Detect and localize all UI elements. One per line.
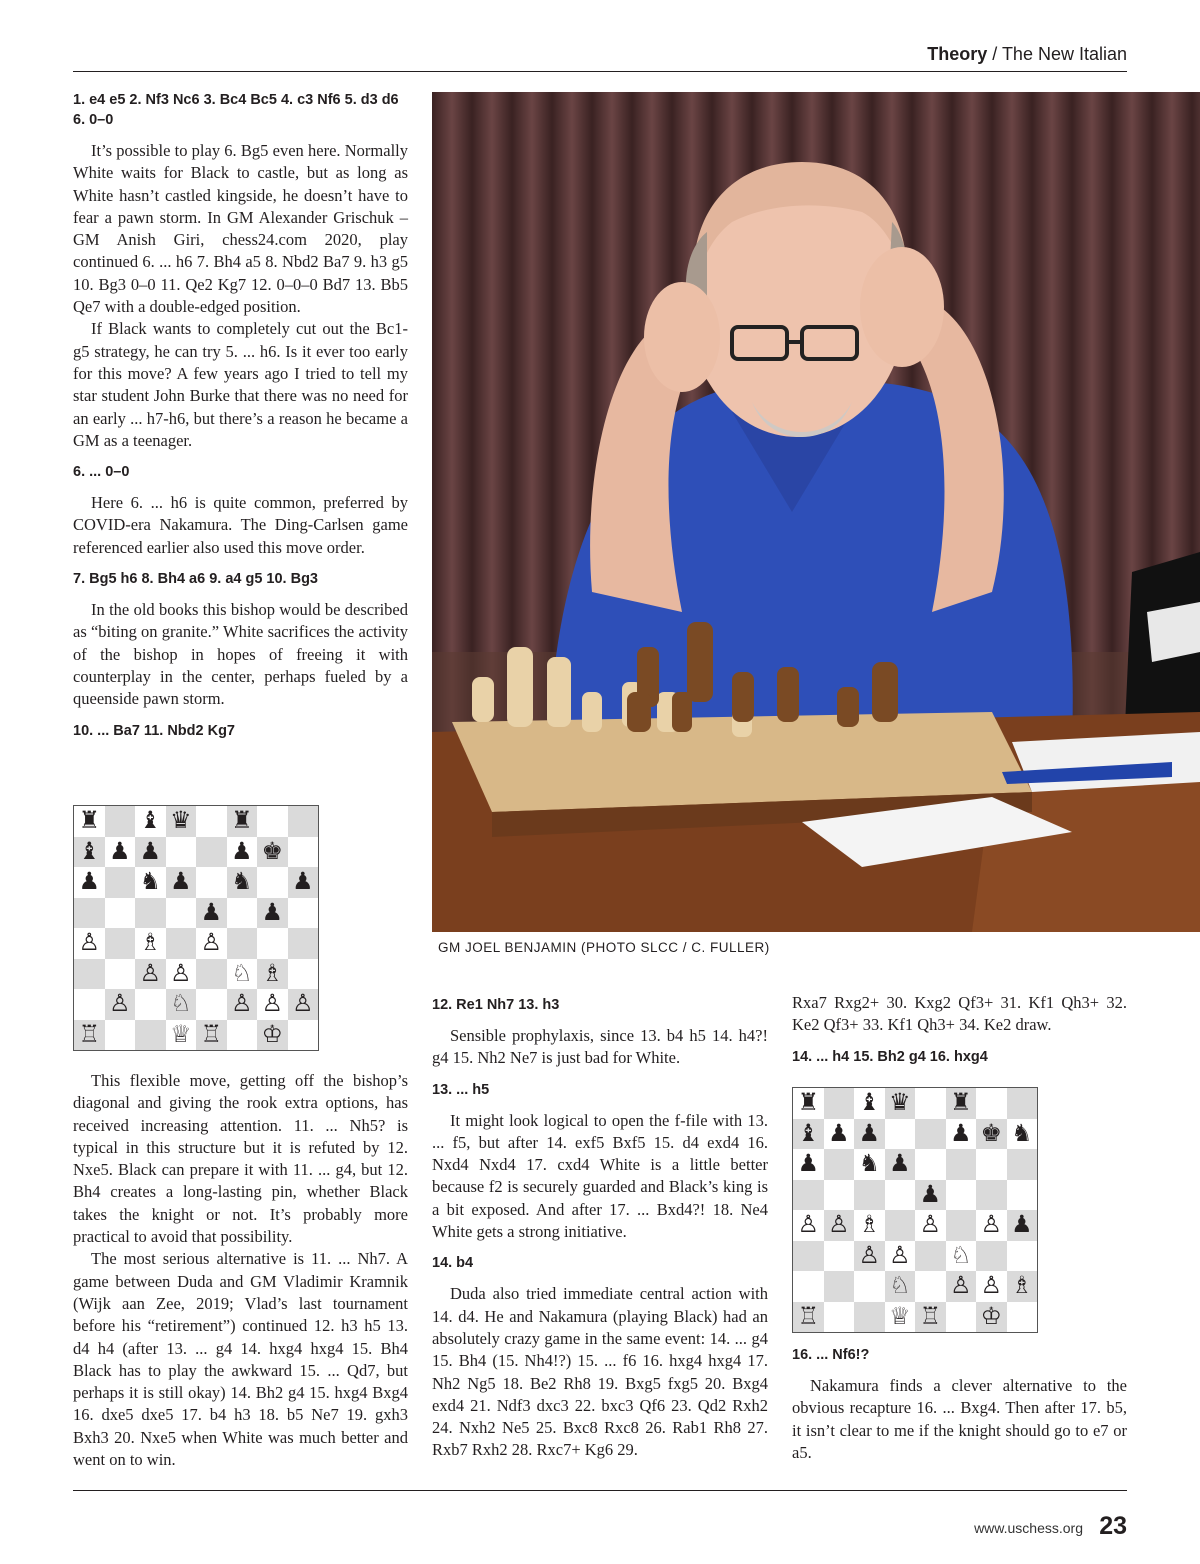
body-paragraph: In the old books this bishop would be described as “biting on granite.” White sacrifices the activity of the bishop in hopes of freeing it with counterplay in the center, perhaps fueled by a queenside pawn storm. xyxy=(73,600,408,709)
running-header xyxy=(927,44,1127,65)
board-square xyxy=(135,806,166,837)
right-column-continued xyxy=(792,1345,1127,1464)
black-king-icon: ♚ xyxy=(261,836,283,865)
board-square xyxy=(1007,1180,1038,1211)
white-pawn-icon: ♙ xyxy=(200,928,222,957)
white-pawn-icon: ♙ xyxy=(78,928,100,957)
white-pawn-icon: ♙ xyxy=(109,989,131,1018)
board-square xyxy=(227,837,258,868)
black-pawn-icon: ♟ xyxy=(261,897,283,926)
board-square xyxy=(885,1119,916,1150)
board-square xyxy=(135,837,166,868)
board-square xyxy=(257,837,288,868)
board-square xyxy=(105,837,136,868)
board-square xyxy=(824,1180,855,1211)
white-bishop-icon: ♗ xyxy=(139,928,161,957)
header-separator: / xyxy=(987,44,1002,64)
board-square xyxy=(793,1241,824,1272)
body-paragraph: It’s possible to play 6. Bg5 even here. Normally White waits for Black to castle, but as long as White hasn’t castled kingside, he doesn’t have to fear a pawn storm. In GM Alexander Grischuk – GM Anish Giri, chess24.com 2020, play continued 6. ... h6 7. Bh4 a5 8. Nbd2 Ba7 9. h3 g5 10. Bg3 0–0 11. Qe2 Kg7 12. 0–0–0 Bd7 13. Bb5 Qe7 with a double-edged position. xyxy=(73,141,408,317)
board-square xyxy=(885,1149,916,1180)
black-king-icon: ♚ xyxy=(980,1118,1002,1147)
white-queen-icon: ♕ xyxy=(170,1019,192,1048)
black-pawn-icon: ♟ xyxy=(858,1118,880,1147)
chess-diagram-1 xyxy=(73,805,319,1051)
board-square xyxy=(1007,1241,1038,1272)
black-rook-icon: ♜ xyxy=(78,806,100,835)
board-square xyxy=(824,1241,855,1272)
move-heading: 13. ... h5 xyxy=(432,1081,490,1098)
board-square xyxy=(105,898,136,929)
board-square xyxy=(227,867,258,898)
white-rook-icon: ♖ xyxy=(919,1301,941,1330)
black-pawn-icon: ♟ xyxy=(889,1149,911,1178)
black-queen-icon: ♛ xyxy=(170,806,192,835)
board-square xyxy=(854,1149,885,1180)
board-square xyxy=(1007,1302,1038,1333)
chess-diagram-2 xyxy=(792,1087,1038,1333)
page-number: 23 xyxy=(1099,1512,1127,1540)
board-square xyxy=(257,989,288,1020)
board-square xyxy=(288,867,319,898)
white-knight-icon: ♘ xyxy=(950,1240,972,1269)
footer-url: www.uschess.org xyxy=(974,1520,1083,1536)
header-rule xyxy=(73,71,1127,72)
board-square xyxy=(105,959,136,990)
board-square xyxy=(946,1149,977,1180)
white-king-icon: ♔ xyxy=(980,1301,1002,1330)
body-paragraph: It might look logical to open the f-file with 13. ... f5, but after 14. exf5 Bxf5 15. d4 exd4 16. Nxd4 Nxd4 17. cxd4 White is a little better because f2 is securely guarded and Black’s king is a bit exposed. And after 17. ... Bxd4?! 18. Ne4 White gets a strong initiative. xyxy=(432,1110,768,1242)
board-square xyxy=(166,928,197,959)
white-knight-icon: ♘ xyxy=(170,989,192,1018)
board-square xyxy=(166,867,197,898)
board-square xyxy=(976,1241,1007,1272)
middle-column xyxy=(432,995,768,1462)
board-square xyxy=(976,1302,1007,1333)
board-square xyxy=(166,837,197,868)
board-square xyxy=(885,1302,916,1333)
black-knight-icon: ♞ xyxy=(1011,1118,1033,1147)
left-column-continued xyxy=(73,1070,408,1471)
board-square xyxy=(1007,1210,1038,1241)
board-square xyxy=(135,867,166,898)
white-pawn-icon: ♙ xyxy=(858,1240,880,1269)
board-square xyxy=(976,1271,1007,1302)
board-square xyxy=(105,989,136,1020)
black-knight-icon: ♞ xyxy=(139,867,161,896)
body-paragraph: Rxa7 Rxg2+ 30. Kxg2 Qf3+ 31. Kf1 Qh3+ 32. Ke2 Qf3+ 33. Kf1 Qh3+ 34. Ke2 draw. xyxy=(792,993,1127,1035)
board-square xyxy=(793,1210,824,1241)
black-pawn-icon: ♟ xyxy=(1011,1210,1033,1239)
black-knight-icon: ♞ xyxy=(858,1149,880,1178)
white-pawn-icon: ♙ xyxy=(797,1210,819,1239)
white-rook-icon: ♖ xyxy=(78,1019,100,1048)
board-square xyxy=(1007,1271,1038,1302)
board-square xyxy=(885,1210,916,1241)
black-pawn-icon: ♟ xyxy=(950,1118,972,1147)
board-square xyxy=(135,928,166,959)
board-square xyxy=(915,1210,946,1241)
white-pawn-icon: ♙ xyxy=(828,1210,850,1239)
board-square xyxy=(885,1180,916,1211)
move-heading: 6. ... 0–0 xyxy=(73,464,130,481)
black-pawn-icon: ♟ xyxy=(109,836,131,865)
board-square xyxy=(824,1149,855,1180)
black-pawn-icon: ♟ xyxy=(170,867,192,896)
board-square xyxy=(824,1119,855,1150)
black-pawn-icon: ♟ xyxy=(828,1118,850,1147)
move-heading: 7. Bg5 h6 8. Bh4 a6 9. a4 g5 10. Bg3 xyxy=(73,571,318,588)
white-bishop-icon: ♗ xyxy=(858,1210,880,1239)
board-square xyxy=(227,1020,258,1051)
body-paragraph: Sensible prophylaxis, since 13. b4 h5 14. h4?! g4 15. Nh2 Ne7 is just bad for White. xyxy=(432,1026,768,1068)
board-square xyxy=(824,1302,855,1333)
board-square xyxy=(824,1210,855,1241)
body-paragraph: Duda also tried immediate central action with 14. d4. He and Nakamura (playing Black) had an absolutely crazy game in the same event: 14. ... g4 15. Bh4 (15. Nh4!?) 15. ... f6 16. hxg4 hxg4 17. Nh2 Ng5 18. Be2 Rh8 19. Bxg5 fxg5 20. Bxg4 exd4 21. Ndf3 dxc3 22. bxc3 Qf6 23. Qd2 Rxh2 24. Nxh2 Ne5 25. Bxc8 Rxc8 26. Rab1 Rh8 27. Rxb7 Rxh2 28. Rxc7+ Kg6 29. xyxy=(432,1284,768,1460)
board-square xyxy=(946,1088,977,1119)
board-square xyxy=(854,1119,885,1150)
board-square xyxy=(793,1088,824,1119)
board-square xyxy=(196,867,227,898)
photo-illustration xyxy=(432,92,1200,932)
board-square xyxy=(257,959,288,990)
board-square xyxy=(854,1241,885,1272)
board-square xyxy=(257,806,288,837)
board-square xyxy=(1007,1088,1038,1119)
white-pawn-icon: ♙ xyxy=(980,1271,1002,1300)
board-square xyxy=(854,1302,885,1333)
board-square xyxy=(166,806,197,837)
board-square xyxy=(885,1271,916,1302)
black-pawn-icon: ♟ xyxy=(231,836,253,865)
board-square xyxy=(946,1210,977,1241)
board-square xyxy=(196,989,227,1020)
black-bishop-icon: ♝ xyxy=(78,836,100,865)
body-paragraph: Here 6. ... h6 is quite common, preferred by COVID-era Nakamura. The Ding-Carlsen game referenced earlier also used this move order. xyxy=(73,493,408,557)
move-heading: 14. ... h4 15. Bh2 g4 16. hxg4 xyxy=(792,1048,988,1065)
board-square xyxy=(257,1020,288,1051)
footer-rule xyxy=(73,1490,1127,1491)
black-bishop-icon: ♝ xyxy=(797,1118,819,1147)
board-square xyxy=(976,1149,1007,1180)
board-square xyxy=(135,1020,166,1051)
board-square xyxy=(74,959,105,990)
board-square xyxy=(74,928,105,959)
board-square xyxy=(135,959,166,990)
photo-joel-benjamin xyxy=(432,92,1200,932)
board-square xyxy=(227,806,258,837)
move-heading: 14. b4 xyxy=(432,1255,474,1272)
black-pawn-icon: ♟ xyxy=(292,867,314,896)
board-square xyxy=(166,989,197,1020)
move-heading: 10. ... Ba7 11. Nbd2 Kg7 xyxy=(73,722,235,739)
board-square xyxy=(793,1149,824,1180)
board-square xyxy=(166,898,197,929)
black-pawn-icon: ♟ xyxy=(797,1149,819,1178)
board-square xyxy=(288,898,319,929)
board-square xyxy=(976,1210,1007,1241)
board-square xyxy=(166,959,197,990)
body-paragraph: Nakamura finds a clever alternative to the obvious recapture 16. ... Bxg4. Then after 17. b5, it isn’t clear to me if the knight should go to e7 or a5. xyxy=(792,1376,1127,1462)
move-heading: 16. ... Nf6!? xyxy=(792,1347,870,1363)
board-square xyxy=(793,1119,824,1150)
board-square xyxy=(135,898,166,929)
move-heading: 1. e4 e5 2. Nf3 Nc6 3. Bc4 Bc5 4. c3 Nf6 5. d3 d6 6. 0–0 xyxy=(73,92,399,128)
board-square xyxy=(74,867,105,898)
black-pawn-icon: ♟ xyxy=(919,1179,941,1208)
board-square xyxy=(824,1088,855,1119)
board-square xyxy=(257,928,288,959)
black-rook-icon: ♜ xyxy=(231,806,253,835)
white-king-icon: ♔ xyxy=(261,1019,283,1048)
white-pawn-icon: ♙ xyxy=(950,1271,972,1300)
white-knight-icon: ♘ xyxy=(889,1271,911,1300)
board-square xyxy=(196,928,227,959)
white-pawn-icon: ♙ xyxy=(170,958,192,987)
board-square xyxy=(74,898,105,929)
black-rook-icon: ♜ xyxy=(950,1088,972,1117)
body-paragraph: This flexible move, getting off the bishop’s diagonal and giving the rook extra options, has received increasing attention. 11. ... Nh5? is typical in this structure but it is refuted by 12. Nxe5. Black can prepare it with 11. ... g4, but 12. Bh4 creates a long-lasting pin, whether Black takes the knight or not. It’s probably more practical to avoid that possibility. xyxy=(73,1071,408,1247)
board-square xyxy=(74,989,105,1020)
board-square xyxy=(854,1180,885,1211)
board-square xyxy=(196,837,227,868)
board-square xyxy=(135,989,166,1020)
board-square xyxy=(824,1271,855,1302)
board-square xyxy=(105,1020,136,1051)
board-square xyxy=(227,928,258,959)
board-square xyxy=(885,1088,916,1119)
right-column xyxy=(792,992,1127,1077)
board-square xyxy=(288,837,319,868)
board-square xyxy=(915,1088,946,1119)
black-pawn-icon: ♟ xyxy=(200,897,222,926)
black-rook-icon: ♜ xyxy=(797,1088,819,1117)
board-square xyxy=(257,898,288,929)
board-square xyxy=(793,1271,824,1302)
white-pawn-icon: ♙ xyxy=(919,1210,941,1239)
board-square xyxy=(166,1020,197,1051)
black-pawn-icon: ♟ xyxy=(139,836,161,865)
board-square xyxy=(915,1241,946,1272)
board-square xyxy=(74,1020,105,1051)
board-square xyxy=(946,1271,977,1302)
board-square xyxy=(946,1241,977,1272)
board-square xyxy=(915,1119,946,1150)
move-heading: 12. Re1 Nh7 13. h3 xyxy=(432,997,560,1013)
board-square xyxy=(74,806,105,837)
black-bishop-icon: ♝ xyxy=(858,1088,880,1117)
board-square xyxy=(946,1180,977,1211)
black-pawn-icon: ♟ xyxy=(78,867,100,896)
board-square xyxy=(105,867,136,898)
white-bishop-icon: ♗ xyxy=(1011,1271,1033,1300)
white-pawn-icon: ♙ xyxy=(292,989,314,1018)
board-square xyxy=(105,806,136,837)
board-square xyxy=(854,1088,885,1119)
board-square xyxy=(288,806,319,837)
board-square xyxy=(227,898,258,929)
body-paragraph: If Black wants to completely cut out the Bc1-g5 strategy, he can try 5. ... h6. Is it ever too early for this move? A few years ago I tried to tell my star student John Burke that there was no need for an early ... h7-h6, but there’s a reason he became a GM as a teenager. xyxy=(73,319,408,450)
board-square xyxy=(227,989,258,1020)
board-square xyxy=(793,1180,824,1211)
board-square xyxy=(196,1020,227,1051)
left-column xyxy=(73,90,408,751)
board-square xyxy=(885,1241,916,1272)
board-square xyxy=(196,898,227,929)
board-square xyxy=(227,959,258,990)
white-pawn-icon: ♙ xyxy=(980,1210,1002,1239)
board-square xyxy=(915,1302,946,1333)
header-title: The New Italian xyxy=(1001,44,1127,64)
board-square xyxy=(196,959,227,990)
white-queen-icon: ♕ xyxy=(889,1301,911,1330)
body-paragraph: The most serious alternative is 11. ... Nh7. A game between Duda and GM Vladimir Kramnik (Wijk aan Zee, 2019; Vlad’s last tournament before his “retirement”) continued 12. h3 h5 13. d4 h4 (after 13. ... g4 14. hxg4 hxg4 15. Bh4 Black has to play the awkward 15. ... Qd7, but perhaps it is still okay) 14. Bh2 g4 15. hxg4 Bxg4 16. dxe5 dxe5 17. b4 h3 18. b5 Ne7 19. gxh3 Bxh3 20. Nxe5 when White was much better and went on to win. xyxy=(73,1249,408,1470)
board-square xyxy=(854,1271,885,1302)
header-section: Theory xyxy=(927,44,988,64)
board-square xyxy=(105,928,136,959)
white-pawn-icon: ♙ xyxy=(889,1240,911,1269)
board-square xyxy=(915,1271,946,1302)
board-square xyxy=(288,959,319,990)
board-square xyxy=(915,1180,946,1211)
white-bishop-icon: ♗ xyxy=(261,958,283,987)
board-square xyxy=(196,806,227,837)
black-queen-icon: ♛ xyxy=(889,1088,911,1117)
white-pawn-icon: ♙ xyxy=(139,958,161,987)
board-square xyxy=(288,1020,319,1051)
white-rook-icon: ♖ xyxy=(200,1019,222,1048)
board-square xyxy=(854,1210,885,1241)
board-square xyxy=(793,1302,824,1333)
white-pawn-icon: ♙ xyxy=(261,989,283,1018)
board-square xyxy=(74,837,105,868)
white-knight-icon: ♘ xyxy=(231,958,253,987)
board-square xyxy=(915,1149,946,1180)
board-square xyxy=(946,1302,977,1333)
board-square xyxy=(288,989,319,1020)
board-square xyxy=(1007,1119,1038,1150)
board-square xyxy=(976,1119,1007,1150)
board-square xyxy=(288,928,319,959)
black-knight-icon: ♞ xyxy=(231,867,253,896)
black-bishop-icon: ♝ xyxy=(139,806,161,835)
white-rook-icon: ♖ xyxy=(797,1301,819,1330)
board-square xyxy=(976,1180,1007,1211)
board-square xyxy=(946,1119,977,1150)
board-square xyxy=(1007,1149,1038,1180)
photo-caption: GM JOEL BENJAMIN (PHOTO SLCC / C. FULLER) xyxy=(438,940,770,955)
board-square xyxy=(976,1088,1007,1119)
white-pawn-icon: ♙ xyxy=(231,989,253,1018)
board-square xyxy=(257,867,288,898)
